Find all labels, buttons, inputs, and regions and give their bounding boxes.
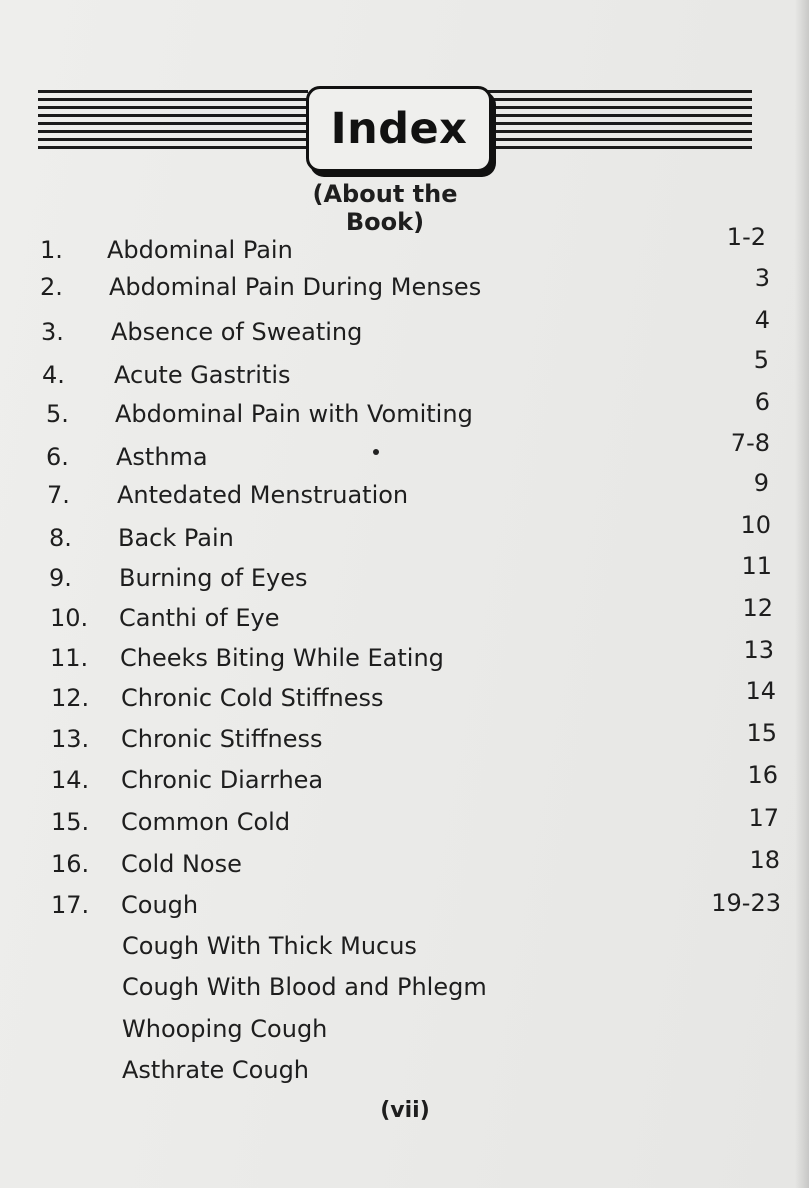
index-entry [50, 641, 610, 675]
entry-number: 9. [49, 564, 72, 592]
entry-page-number: 9 [753, 469, 769, 497]
index-entry [51, 763, 611, 797]
entry-page-number: 13 [743, 636, 774, 664]
index-entry [51, 888, 611, 922]
entry-number: 10. [50, 604, 89, 632]
page-subtitle: (About the Book) [312, 180, 458, 236]
entry-page-number: 14 [745, 677, 776, 705]
index-entry [40, 233, 600, 267]
entry-number: 6. [46, 443, 69, 471]
page-edge-shadow [795, 0, 809, 1188]
entry-title: Absence of Sweating [111, 318, 363, 346]
entry-page-number: 7-8 [730, 429, 770, 457]
index-entry [42, 358, 602, 392]
entry-number: 11. [50, 644, 89, 672]
header-rules-right [486, 90, 752, 158]
entry-number: 5. [46, 400, 69, 428]
entry-page-number: 17 [748, 804, 779, 832]
entry-title: Cold Nose [121, 850, 242, 878]
entry-title: Asthma [116, 443, 208, 471]
entry-title: Common Cold [121, 808, 291, 836]
entry-page-number: 3 [754, 264, 770, 292]
entry-number: 3. [41, 318, 64, 346]
entry-title: Burning of Eyes [119, 564, 308, 592]
index-entry [40, 270, 600, 304]
index-entry [46, 397, 606, 431]
entry-page-number: 10 [740, 511, 771, 539]
entry-title: Abdominal Pain [107, 236, 293, 264]
index-entry [50, 601, 610, 635]
header-rules-left [38, 90, 308, 158]
index-entry [51, 681, 611, 715]
entry-page-number: 4 [754, 306, 770, 334]
page-number-footer: (vii) [380, 1098, 430, 1123]
entry-page-number: 15 [746, 719, 777, 747]
entry-title: Antedated Menstruation [117, 481, 409, 509]
ink-speck [373, 449, 379, 455]
index-entry [51, 722, 611, 756]
entry-number: 14. [51, 766, 90, 794]
entry-number: 12. [51, 684, 90, 712]
entry-number: 16. [51, 850, 90, 878]
entry-title: Cheeks Biting While Eating [120, 644, 444, 672]
index-entry [51, 805, 611, 839]
entry-title: Chronic Stiffness [121, 725, 323, 753]
entry-page-number: 16 [747, 761, 778, 789]
entry-page-number: 11 [741, 552, 772, 580]
entry-number: 8. [49, 524, 72, 552]
entry-title: Chronic Cold Stiffness [121, 684, 384, 712]
index-header [38, 80, 752, 172]
index-entry [51, 847, 611, 881]
entry-number: 2. [40, 273, 63, 301]
entry-title: Acute Gastritis [114, 361, 291, 389]
entry-number: 4. [42, 361, 65, 389]
index-title-box [306, 86, 492, 172]
entry-title: Abdominal Pain with Vomiting [115, 400, 473, 428]
entry-page-number: 6 [754, 388, 770, 416]
page-title: Index [330, 104, 468, 154]
entry-number: 7. [47, 481, 70, 509]
entry-number: 17. [51, 891, 90, 919]
sub-entry: Cough With Thick Mucus [122, 932, 417, 960]
index-entry [49, 561, 609, 595]
entry-page-number: 18 [749, 846, 780, 874]
entry-title: Canthi of Eye [119, 604, 280, 632]
entry-title: Chronic Diarrhea [121, 766, 324, 794]
index-entry [49, 521, 609, 555]
entry-title: Back Pain [118, 524, 234, 552]
entry-number: 1. [40, 236, 63, 264]
entry-page-number: 1-2 [726, 223, 766, 251]
entry-number: 15. [51, 808, 90, 836]
entry-title: Abdominal Pain During Menses [109, 273, 482, 301]
sub-entry: Asthrate Cough [122, 1056, 310, 1084]
sub-entry: Whooping Cough [122, 1015, 328, 1043]
entry-page-number: 5 [753, 346, 769, 374]
index-entry [47, 478, 607, 512]
entry-title: Cough [121, 891, 199, 919]
entry-number: 13. [51, 725, 90, 753]
sub-entry: Cough With Blood and Phlegm [122, 973, 487, 1001]
index-entry [46, 440, 606, 474]
entry-page-number: 12 [742, 594, 773, 622]
index-entry [41, 315, 601, 349]
entry-page-number: 19-23 [711, 889, 781, 917]
